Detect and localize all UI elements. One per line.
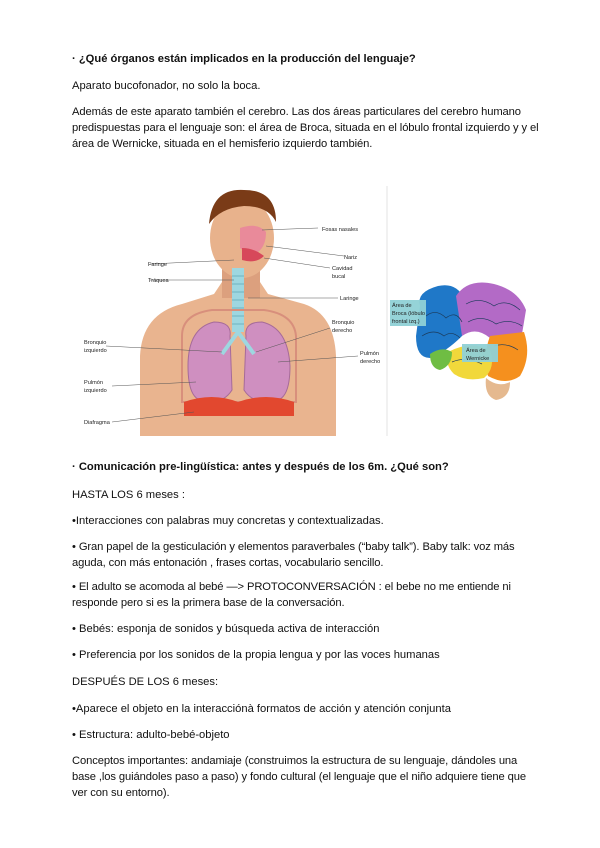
label-pulmon-izquierdo-2: izquierdo <box>84 388 107 394</box>
label-bronquio-derecho: Bronquio <box>332 320 355 326</box>
bullet-objeto: •Aparece el objeto en la interacciónà formatos de acción y atención conjunta <box>72 703 451 715</box>
label-bucal: bucal <box>332 274 346 280</box>
despues-6-meses-heading: DESPUÉS DE LOS 6 meses: <box>72 676 219 688</box>
bullet-estructura: • Estructura: adulto-bebé-objeto <box>72 729 230 741</box>
label-pulmon-derecho-2: derecho <box>360 359 380 365</box>
label-laringe: Laringe <box>340 296 359 302</box>
question-1-answer: Aparato bucofonador, no solo la boca. <box>72 80 261 92</box>
label-faringe: Faringe <box>148 262 167 268</box>
label-traquea: Tráquea <box>148 278 169 284</box>
label-area-de-broca: Área de <box>392 303 412 309</box>
label-area-de-wernicke: Área de <box>466 348 486 354</box>
bullet-baby-talk: • Gran papel de la gesticulación y elementos paraverbales (“baby talk”). Baby talk: voz más aguda, con más entonación , frases cortas, vocabulario sencillo. <box>72 541 515 569</box>
label-cavidad: Cavidad <box>332 266 353 272</box>
question-1-heading: · ¿Qué órganos están implicados en la producción del lenguaje? <box>72 53 416 65</box>
brain-illustration <box>386 186 528 436</box>
bullet-preferencia: • Preferencia por los sonidos de la propia lengua y por las voces humanas <box>72 649 440 661</box>
label-pulmon-izquierdo: Pulmón <box>84 380 103 386</box>
label-bronquio-izquierdo-2: izquierdo <box>84 348 107 354</box>
conceptos-importantes: Conceptos importantes: andamiaje (construimos la estructura de su lenguaje, dándoles una base ,los guiándoles paso a paso) y fondo cultural (el lenguaje que el niño adquiere tiene que ver con su entorno). <box>72 755 526 799</box>
respiratory-system-illustration <box>82 186 380 436</box>
label-fosas-nasales: Fosas nasales <box>322 227 359 233</box>
label-wernicke: Wernicke <box>466 356 490 362</box>
label-bronquio-izquierdo: Bronquio <box>84 340 107 346</box>
question-2-heading: · Comunicación pre-lingüística: antes y después de los 6m. ¿Qué son? <box>72 461 449 473</box>
label-diafragma: Diafragma <box>84 420 110 426</box>
brain-areas-paragraph: Además de este aparato también el cerebro. Las dos áreas particulares del cerebro humano predispuestas para el lenguaje son: el área de Broca, situada en el lóbulo frontal izquierdo y y el área de Wernicke, situada en el hemisferio izquierdo también. <box>72 106 539 150</box>
label-bronquio-derecho-2: derecho <box>332 328 353 334</box>
bullet-protoconversacion: • El adulto se acomoda al bebé —> PROTOCONVERSACIÓN : el bebe no me entiende ni responde pero si es la primera base de la conversación. <box>72 581 511 609</box>
hasta-6-meses-heading: HASTA LOS 6 meses : <box>72 489 185 501</box>
bullet-esponja: • Bebés: esponja de sonidos y búsqueda activa de interacción <box>72 623 380 635</box>
label-broca-frontal: frontal izq.) <box>392 319 420 325</box>
label-nariz: Nariz <box>344 255 358 261</box>
bullet-interacciones: •Interacciones con palabras muy concretas y contextualizadas. <box>72 515 384 527</box>
label-pulmon-derecho: Pulmón <box>360 351 379 357</box>
label-broca-lobulo: Broca (lóbulo <box>392 311 425 317</box>
